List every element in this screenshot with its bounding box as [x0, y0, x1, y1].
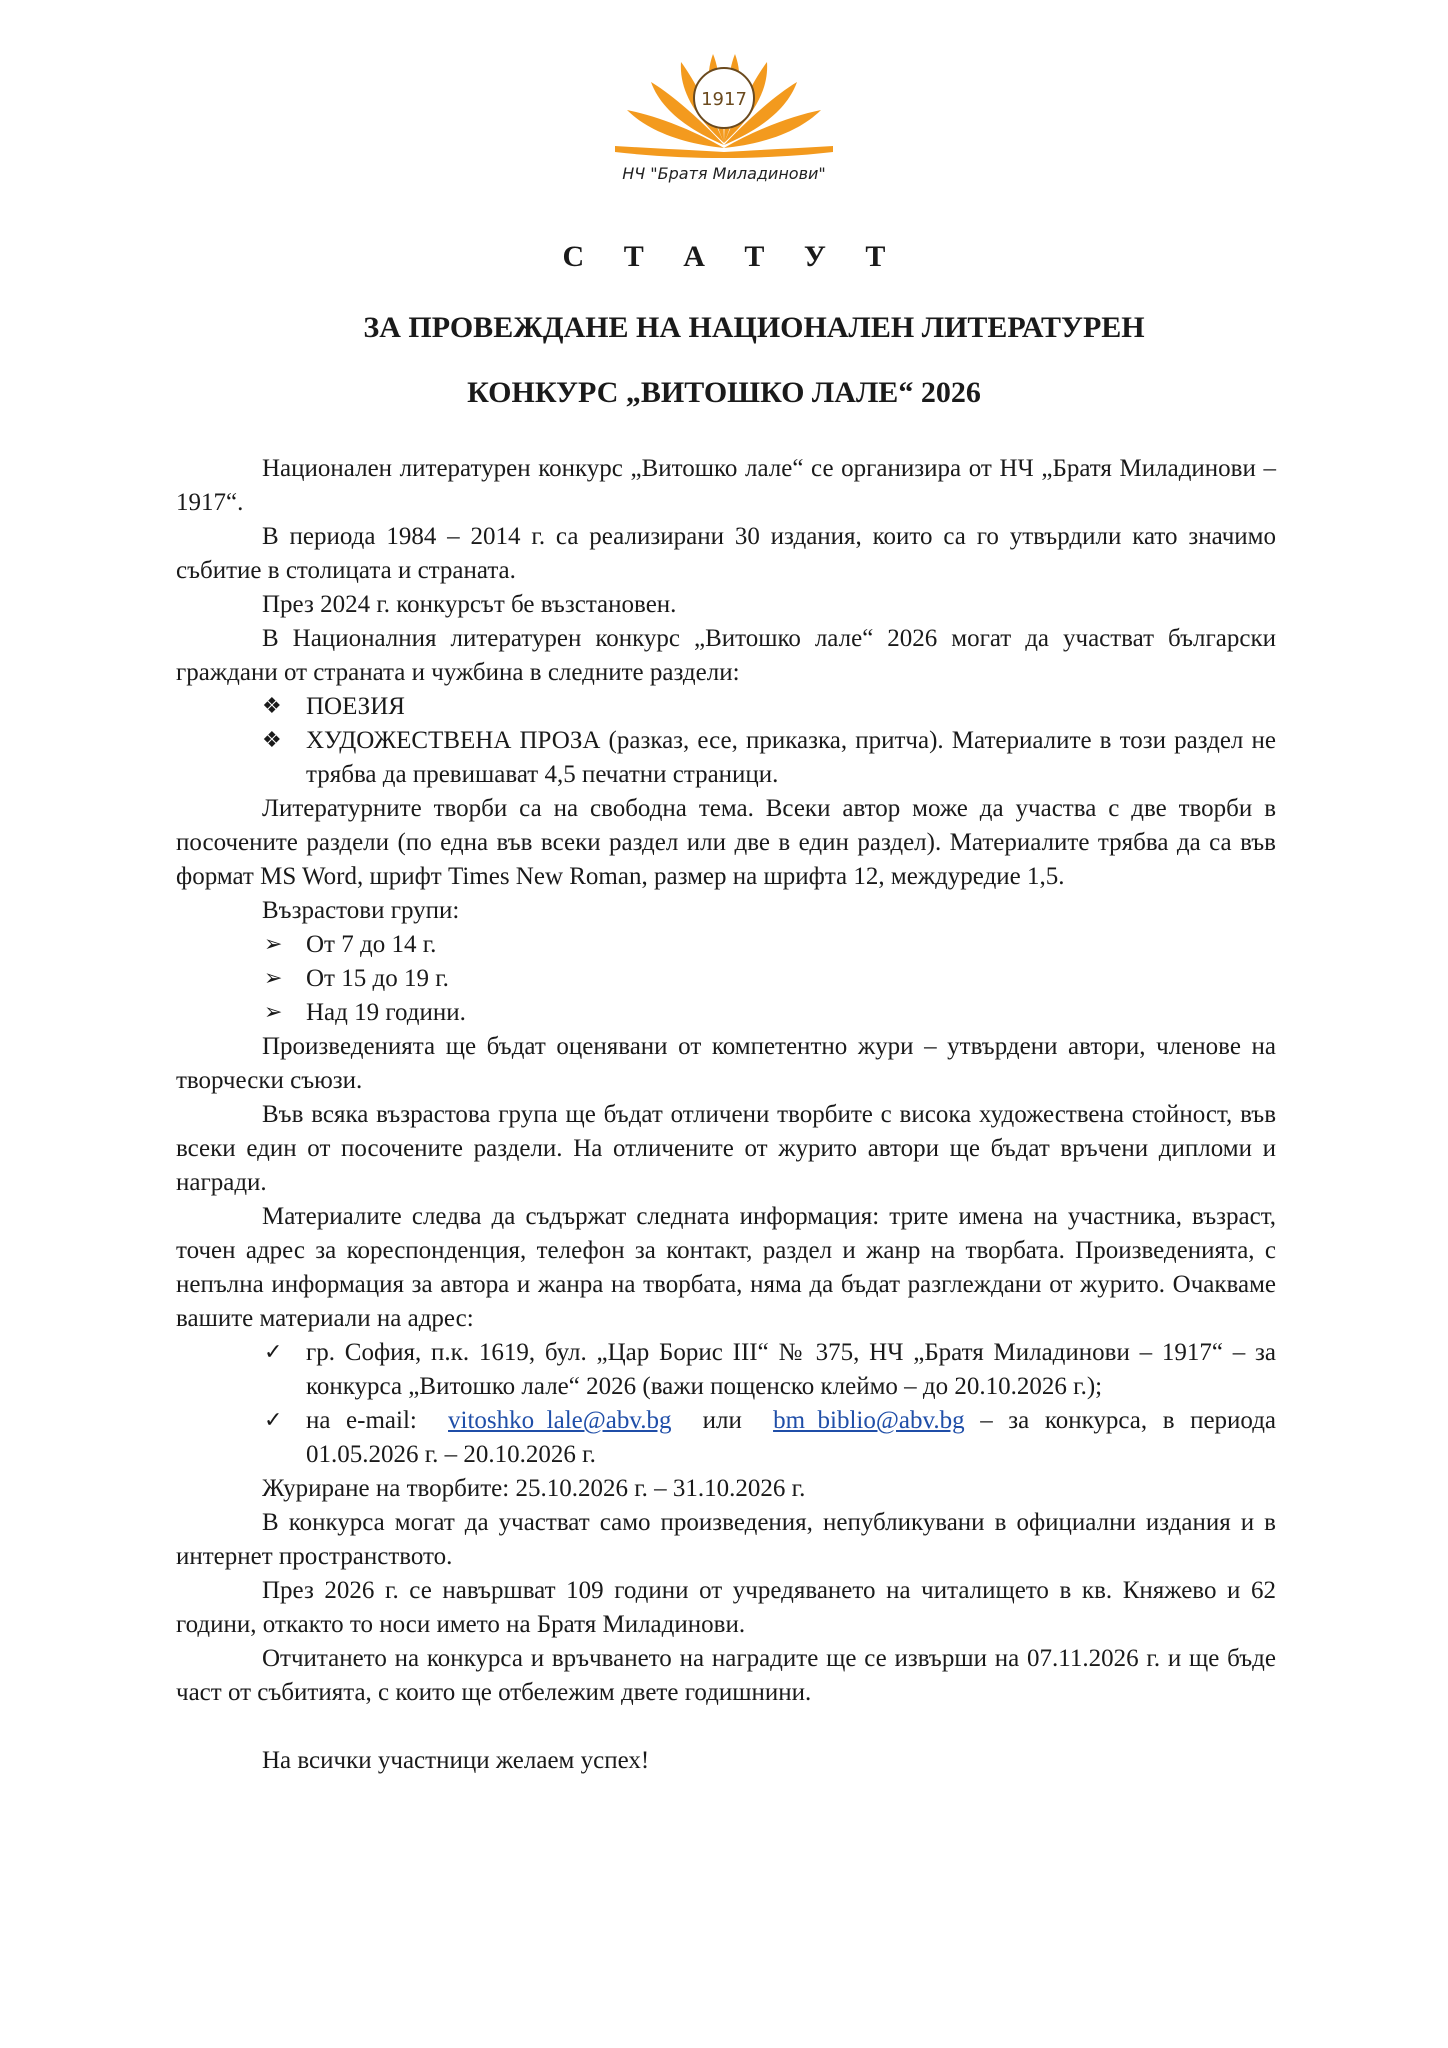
arrow-bullet-icon: ➢	[264, 932, 283, 957]
list-item: ❖ ПОЕЗИЯ	[176, 690, 1276, 724]
paragraph-judging-dates: Журиране на творбите: 25.10.2026 г. – 31.10.2026 г.	[262, 1475, 806, 1502]
email-link-vitoshko-lale[interactable]: vitoshko_lale@abv.bg	[448, 1407, 672, 1434]
paragraph-unpublished: В конкурса могат да участват само произведения, непубликувани в официални издания и в интернет пространството.	[176, 1509, 1276, 1570]
list-item: ➢ От 15 до 19 г.	[176, 962, 1276, 996]
paragraph-awards: Във всяка възрастова група ще бъдат отличени творбите с висока художествена стойност, във всеки един от посочените раздели. На отличените от журито автори ще бъдат връчени дипломи и награди.	[176, 1101, 1276, 1196]
list-item: ✓ на e-mail: vitoshko_lale@abv.bg или bm_biblio@abv.bg – за конкурса, в периода 01.05.2026 г. – 20.10.2026 г.	[176, 1404, 1276, 1472]
checkmark-bullet-icon: ✓	[264, 1340, 283, 1365]
paragraph-requirements: Литературните творби са на свободна тема. Всеки автор може да участва с две творби в посочените раздели (по една във всеки раздел или две в един раздел). Материалите трябва да са във формат MS Word, шрифт Times New Roman, размер на шрифта 12, междуредие 1,5.	[176, 795, 1276, 890]
document-subtitle-line-1: ЗА ПРОВЕЖДАНЕ НА НАЦИОНАЛЕН ЛИТЕРАТУРЕН	[363, 311, 1145, 344]
diamond-bullet-icon: ❖	[262, 694, 282, 719]
document-title: С Т А Т У Т	[562, 240, 902, 273]
sections-list	[176, 690, 1276, 792]
paragraph-ceremony: Отчитането на конкурса и връчването на наградите ще се извърши на 07.11.2026 г. и ще бъде част от събитията, с които ще отбележим двете годишнини.	[176, 1645, 1276, 1706]
document-subtitle-line-2: КОНКУРС „ВИТОШКО ЛАЛЕ“ 2026	[467, 376, 981, 409]
email-link-bm-biblio[interactable]: bm_biblio@abv.bg	[773, 1407, 965, 1434]
postal-address: гр. София, п.к. 1619, бул. „Цар Борис III“ № 375, НЧ „Братя Миладинови – 1917“ – за конкурса „Витошко лале“ 2026 (важи пощенско клеймо – до 20.10.2026 г.);	[306, 1339, 1276, 1400]
arrow-bullet-icon: ➢	[264, 966, 283, 991]
logo-year: 1917	[701, 89, 747, 110]
paragraph-participants: В Националния литературен конкурс „Витошко лале“ 2026 могат да участват български граждани от страната и чужбина в следните раздели:	[176, 625, 1276, 686]
checkmark-bullet-icon: ✓	[264, 1408, 283, 1433]
list-item: ➢ Над 19 години.	[176, 996, 1276, 1030]
paragraph-restored: През 2024 г. конкурсът бе възстановен.	[262, 591, 677, 618]
age-groups-list	[176, 928, 1276, 1030]
paragraph-jury: Произведенията ще бъдат оценявани от компетентно жури – утвърдени автори, членове на творчески съюзи.	[176, 1033, 1276, 1094]
list-item: ❖ ХУДОЖЕСТВЕНА ПРОЗА (разказ, есе, приказка, притча). Материалите в този раздел не трябва да превишават 4,5 печатни страници.	[176, 724, 1276, 792]
paragraph-organizer: Национален литературен конкурс „Витошко лале“ се организира от НЧ „Братя Миладинови – 1917“.	[176, 455, 1276, 516]
paragraph-submission-info: Материалите следва да съдържат следната информация: трите имена на участника, възраст, точен адрес за кореспонденция, телефон за контакт, раздел и жанр на творбата. Произведенията, с непълна информация за автора и жанра на творбата, няма да бъдат разглеждани от журито. Очакваме вашите материали на адрес:	[176, 1203, 1276, 1332]
book-tulip-logo-icon	[609, 48, 839, 160]
logo-caption: НЧ "Братя Миладинови"	[622, 164, 826, 183]
paragraph-history: В периода 1984 – 2014 г. са реализирани 30 издания, които са го утвърдили като значимо събитие в столицата и страната.	[176, 523, 1276, 584]
arrow-bullet-icon: ➢	[264, 1000, 283, 1025]
submission-addresses-list	[176, 1336, 1276, 1472]
list-item: ➢ От 7 до 14 г.	[176, 928, 1276, 962]
organization-logo	[0, 48, 1448, 183]
age-groups-heading: Възрастови групи:	[262, 897, 460, 924]
document-body	[176, 452, 1276, 1778]
list-item	[176, 1336, 1276, 1404]
diamond-bullet-icon: ❖	[262, 728, 282, 753]
paragraph-anniversary: През 2026 г. се навършват 109 години от учредяването на читалището в кв. Княжево и 62 години, откакто то носи името на Братя Миладинови.	[176, 1577, 1276, 1638]
closing-wish: На всички участници желаем успех!	[262, 1747, 650, 1774]
